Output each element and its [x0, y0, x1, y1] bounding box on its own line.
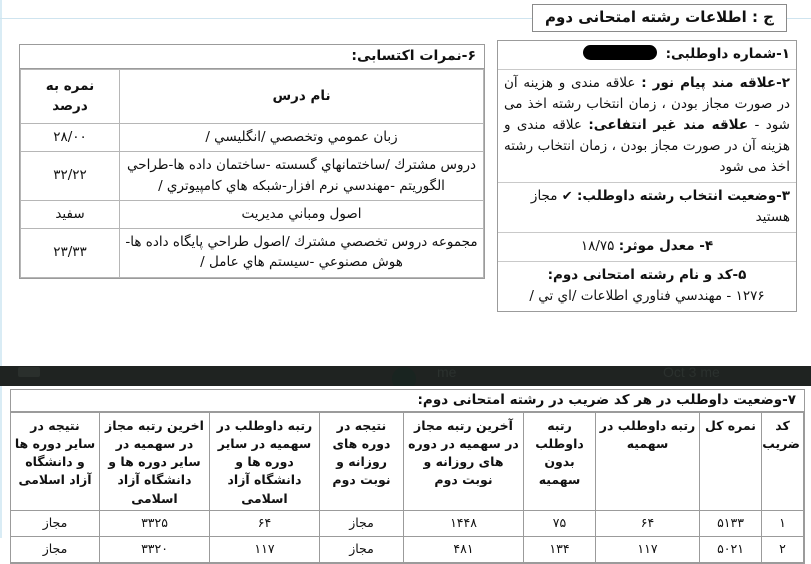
field-code-name-label: ۵-کد و نام رشته امتحانی دوم:: [547, 266, 747, 283]
ranks-col-result-other: نتیجه در سایر دوره ها و دانشگاه آزاد اسلامی: [11, 413, 100, 511]
rank-cell-result-other: مجاز: [11, 536, 100, 562]
rank-cell-rank-other-courses: ۶۴: [210, 510, 320, 536]
section-header-second-field: ج : اطلاعات رشته امتحانی دوم: [532, 4, 787, 32]
info-row-selection-status: [498, 183, 796, 233]
rank-cell-last-allowed-rank-other: ۳۳۲۰: [100, 536, 210, 562]
ranks-table-title: ۷-وضعیت داوطلب در هر کد ضریب در رشته امتحانی دوم:: [11, 390, 804, 412]
grade-score: ۳۲/۲۲: [21, 152, 120, 201]
rank-cell-result-other: مجاز: [11, 510, 100, 536]
info-row-field-code-name: [498, 262, 796, 312]
payamnoor-interest-text: علاقه مندی و هزینه آن در صورت مجاز بودن ، زمان انتخاب رشته اخذ می شود -: [504, 74, 790, 133]
candidate-number-label: ۱-شماره داوطلبی:: [665, 46, 790, 62]
rank-cell-result-daily: مجاز: [320, 510, 404, 536]
info-row-candidate-number: [498, 41, 796, 70]
table-row: [21, 229, 484, 278]
grades-col-subject: نام درس: [120, 70, 484, 124]
rank-cell-last-allowed-rank-other: ۳۳۲۵: [100, 510, 210, 536]
ranks-col-last-allowed-rank-other: اخرین رتبه مجاز در سهمیه در سایر دوره ها و دانشگاه آزاد اسلامی: [100, 413, 210, 511]
grade-subject: دروس مشترك /ساختمانهاي گسسته -ساختمان داده ها-طراحي الگوريتم -مهندسي نرم افزار-شبكه هاي كامپيوتري /: [120, 152, 484, 201]
ranks-col-rank-other-courses: رتبه داوطلب در سهمیه در سایر دوره ها و دانشگاه آزاد اسلامی: [210, 413, 320, 511]
ranks-col-last-allowed-rank-daily: آخرین رتبه مجاز در سهمیه در دوره های روزانه و نوبت دوم: [404, 413, 524, 511]
ranks-col-result-daily: نتیجه در دوره های روزانه و نوبت دوم: [320, 413, 404, 511]
ranks-col-rank-without-quota: رتبه داوطلب بدون سهمیه: [524, 413, 596, 511]
check-mark-icon: ✔: [561, 188, 573, 204]
grades-col-score: نمره به درصد: [21, 70, 120, 124]
rank-cell-coefficient-code: ۱: [762, 510, 804, 536]
grades-header-row: [21, 70, 484, 124]
effective-gpa-value: ۱۸/۷۵: [580, 237, 615, 254]
info-row-effective-gpa: [498, 233, 796, 262]
grades-block: [19, 44, 485, 279]
rank-cell-total-score: ۵۱۳۳: [700, 510, 762, 536]
grade-subject: زبان عمومي وتخصصي /انگليسي /: [120, 124, 484, 152]
grade-score: ۲۳/۳۳: [21, 229, 120, 278]
ranks-table: [10, 412, 804, 563]
page-left-edge-rule: [0, 0, 2, 538]
rank-cell-last-allowed-rank-daily: ۴۸۱: [404, 536, 524, 562]
table-row: [11, 510, 804, 536]
os-bar-ghost-text-a: me: [437, 366, 457, 380]
ranks-header-row: [11, 413, 804, 511]
grade-subject: مجموعه دروس تخصصي مشترك /اصول طراحي پايگاه داده ها-هوش مصنوعي -سيستم هاي عامل /: [120, 229, 484, 278]
rank-cell-rank-in-quota: ۱۱۷: [596, 536, 700, 562]
rank-cell-rank-without-quota: ۷۵: [524, 510, 596, 536]
rank-cell-rank-other-courses: ۱۱۷: [210, 536, 320, 562]
grade-score: ۲۸/۰۰: [21, 124, 120, 152]
effective-gpa-label: ۴- معدل موثر:: [618, 237, 714, 254]
os-overlay-bar: [0, 366, 811, 386]
rank-cell-coefficient-code: ۲: [762, 536, 804, 562]
ranks-col-rank-in-quota: رتبه داوطلب در سهمیه: [596, 413, 700, 511]
rank-cell-last-allowed-rank-daily: ۱۴۴۸: [404, 510, 524, 536]
ranks-col-coefficient-code: کد ضریب: [762, 413, 804, 511]
table-row: [21, 200, 484, 228]
ranks-col-total-score: نمره کل: [700, 413, 762, 511]
payamnoor-interest-label: ۲-علاقه مند پیام نور :: [641, 74, 790, 91]
rank-cell-rank-in-quota: ۶۴: [596, 510, 700, 536]
selection-status-label: ۳-وضعیت انتخاب رشته داوطلب:: [577, 187, 790, 204]
table-row: [21, 152, 484, 201]
table-row: [11, 536, 804, 562]
selection-status-value: مجاز هستید: [530, 187, 790, 225]
nonprofit-interest-label: علاقه مند غیر انتفاعی:: [588, 116, 749, 133]
os-bar-left-glyph: [18, 367, 40, 377]
candidate-number-redaction: [583, 45, 657, 60]
rank-cell-result-daily: مجاز: [320, 536, 404, 562]
field-code-name-value: ۱۲۷۶ - مهندسي فناوري اطلاعات /اي تي /: [529, 288, 765, 305]
grades-table-title: ۶-نمرات اکتسابی:: [20, 45, 484, 69]
grade-score: سفيد: [21, 200, 120, 228]
applicant-info-panel: [497, 40, 797, 312]
os-bar-avatar-blob: [392, 367, 416, 386]
table-row: [21, 124, 484, 152]
ranks-block: [10, 389, 805, 564]
rank-cell-total-score: ۵۰۲۱: [700, 536, 762, 562]
nonprofit-interest-text: علاقه مندی و هزینه آن در صورت مجاز بودن ، زمان انتخاب رشته اخذ می شود: [504, 116, 790, 175]
rank-cell-rank-without-quota: ۱۳۴: [524, 536, 596, 562]
os-bar-ghost-text-b: Oct 3 me: [663, 366, 720, 380]
info-row-interest-statements: [498, 70, 796, 183]
grades-table: [20, 69, 484, 278]
grade-subject: اصول ومباني مديريت: [120, 200, 484, 228]
